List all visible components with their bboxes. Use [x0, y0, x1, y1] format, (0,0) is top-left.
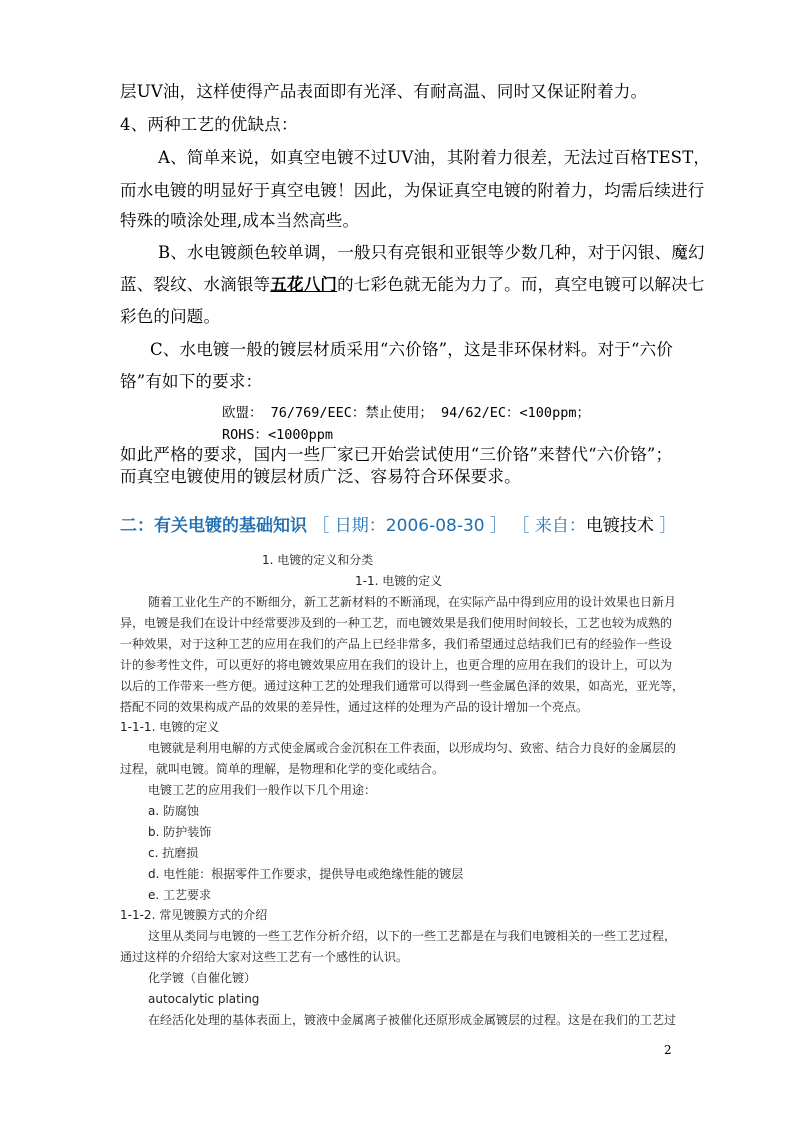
- body-line: 化学镀（自催化镀）: [148, 971, 257, 985]
- body-line: 一种效果，对于这种工艺的应用在我们的产品上已经非常多，我们希望通过总结我们已有的经验作一些设: [120, 637, 673, 651]
- paragraph-c-line: 铬”有如下的要求：: [120, 372, 263, 391]
- section-heading: [120, 516, 676, 536]
- subheading: 1. 电镀的定义和分类: [262, 553, 374, 567]
- body-line: 在经活化处理的基体表面上，镀液中金属离子被催化还原形成金属镀层的过程。这是在我们的工艺过: [148, 1013, 677, 1027]
- section-source: 电镀技术: [585, 516, 654, 536]
- body-line: 计的参考性文件，可以更好的将电镀效果应用在我们的设计上，也更合理的应用在我们的设计上，可以为: [120, 658, 673, 672]
- section-meta: ［ 日期：2006-08-30 ］ ［ 来自：: [312, 516, 586, 536]
- subheading: 1-1. 电镀的定义: [355, 574, 443, 588]
- body-line: 电镀工艺的应用我们一般作以下几个用途：: [148, 783, 377, 797]
- paragraph-b-line: B、水电镀颜色较单调，一般只有亮银和亚银等少数几种，对于闪银、魔幻: [158, 243, 705, 262]
- list-item: e. 工艺要求: [148, 888, 212, 902]
- text-line: 如此严格的要求，国内一些厂家已开始尝试使用“三价铬”来替代“六价铬”；: [120, 445, 673, 464]
- paragraph-c-line: C、水电镀一般的镀层材质采用“六价铬”，这是非环保材料。对于“六价: [150, 340, 674, 359]
- text-segment: 蓝、裂纹、水滴银等: [120, 275, 271, 294]
- underlined-term: 五花八门: [270, 275, 338, 294]
- regulation-line: ROHS：<1000ppm: [222, 427, 334, 443]
- body-line: 以后的工作带来一些方便。通过这种工艺的处理我们通常可以得到一些金属色泽的效果，如高光，亚光等，: [120, 679, 685, 693]
- body-line: 通过这样的介绍给大家对这些工艺有一个感性的认识。: [120, 950, 409, 964]
- section-title: 二：有关电镀的基础知识: [120, 516, 307, 536]
- paragraph-a-line: A、简单来说，如真空电镀不过UV油，其附着力很差，无法过百格TEST，: [158, 148, 711, 167]
- body-line: 这里从类同与电镀的一些工艺作分析介绍，以下的一些工艺都是在与我们电镀相关的一些工艺过程，: [148, 929, 677, 943]
- paragraph-a-line: 特殊的喷涂处理,成本当然高些。: [120, 211, 360, 230]
- paragraph-b-line: [120, 275, 705, 295]
- list-item: a. 防腐蚀: [148, 804, 199, 818]
- list-item: b. 防护装饰: [148, 825, 212, 839]
- list-item: d. 电性能：根据零件工作要求，提供导电或绝缘性能的镀层: [148, 867, 464, 881]
- list-heading: 4、两种工艺的优缺点：: [120, 115, 298, 134]
- body-line: 电镀就是利用电解的方式使金属或合金沉积在工件表面，以形成均匀、致密、结合力良好的金属层的: [148, 741, 677, 755]
- text-line: 层UV油，这样使得产品表面即有光泽、有耐高温、同时又保证附着力。: [120, 82, 648, 101]
- body-line: 异，电镀是我们在设计中经常要涉及到的一种工艺，而电镀效果是我们使用时间较长，工艺也较为成熟的: [120, 616, 673, 630]
- section-meta-close: ］: [653, 516, 677, 536]
- body-line: autocalytic plating: [148, 992, 260, 1006]
- body-line: 搭配不同的效果构成产品的效果的差异性，通过这样的处理为产品的设计增加一个亮点。: [120, 700, 589, 714]
- list-item: c. 抗磨损: [148, 846, 199, 860]
- page-number: 2: [664, 1043, 672, 1057]
- paragraph-b-line: 彩色的问题。: [120, 307, 221, 326]
- text-segment: 的七彩色就无能为力了。而，真空电镀可以解决七: [337, 275, 705, 294]
- regulation-line: 欧盟： 76/769/EEC：禁止使用； 94/62/EC：<100ppm；: [222, 405, 590, 421]
- text-line: 而真空电镀使用的镀层材质广泛、容易符合环保要求。: [120, 467, 521, 486]
- paragraph-a-line: 而水电镀的明显好于真空电镀！因此，为保证真空电镀的附着力，均需后续进行: [120, 181, 705, 200]
- subheading: 1-1-1. 电镀的定义: [120, 720, 220, 734]
- body-line: 随着工业化生产的不断细分，新工艺新材料的不断涌现，在实际产品中得到应用的设计效果也日新月: [148, 595, 677, 609]
- subheading: 1-1-2. 常见镀膜方式的介绍: [120, 908, 268, 922]
- body-line: 过程，就叫电镀。简单的理解，是物理和化学的变化或结合。: [120, 762, 445, 776]
